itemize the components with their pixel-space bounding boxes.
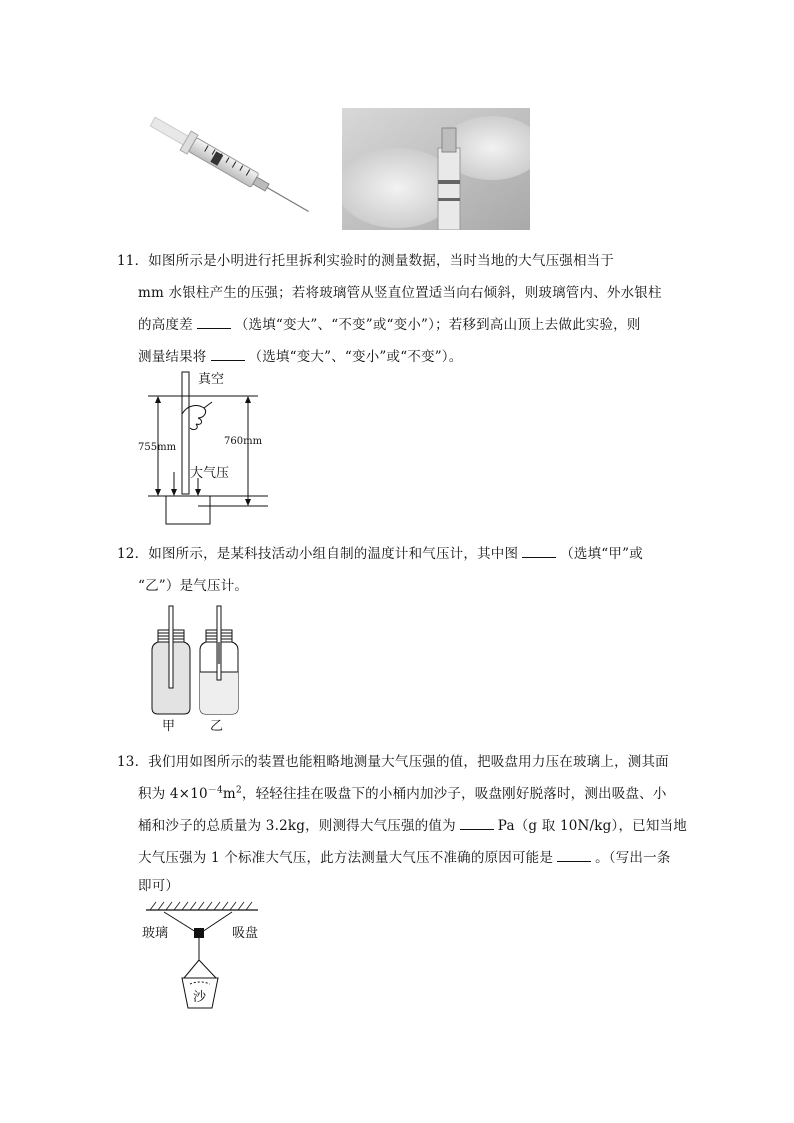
air-pressure-label: 大气压 [190, 466, 230, 481]
q13-line1: 13．我们用如图所示的装置也能粗略地测量大气压强的值，把吸盘用力压在玻璃上，测其面 [117, 754, 669, 770]
q13-line4 [138, 846, 671, 866]
q13-line4-start: 大气压强为 1 个标准大气压，此方法测量大气压不准确的原因可能是 [138, 850, 554, 866]
q13-blank-reason[interactable] [557, 849, 591, 862]
q11-blank-height-diff[interactable] [197, 316, 231, 329]
q11-line1: 11．如图所示是小明进行托里拆利实验时的测量数据，当时当地的大气压强相当于 [117, 253, 615, 269]
label-jia: 甲 [162, 719, 176, 734]
label-yi: 乙 [210, 719, 224, 734]
q13-line2-unit: m [222, 786, 236, 802]
q11-line3 [138, 313, 641, 333]
bottles-figure [140, 602, 250, 734]
q12-line1-end: （选填“甲”或 [560, 546, 643, 562]
torricelli-figure [138, 366, 278, 530]
q11-line3-end: （选填“变大”、“不变”或“变小”）；若移到高山顶上去做此实验，则 [234, 317, 641, 333]
suction-cup-label: 吸盘 [232, 926, 259, 941]
left-height-label: 755mm [138, 442, 177, 453]
q13-line2-a: 积为 4×10 [138, 786, 208, 802]
q13-exponent: －4 [207, 785, 223, 796]
q12-blank-barometer[interactable] [522, 545, 556, 558]
q11-line4 [138, 345, 462, 365]
glass-label: 玻璃 [142, 926, 169, 941]
q11-line4-start: 测量结果将 [138, 349, 207, 365]
suction-cup-figure [140, 898, 262, 1018]
q11-blank-result[interactable] [211, 348, 245, 361]
q12-line1-start: 12．如图所示，是某科技活动小组自制的温度计和气压计，其中图 [117, 546, 519, 562]
q11-line4-end: （选填“变大”、“变小”或“不变”）。 [248, 349, 463, 365]
right-height-label: 760mm [224, 436, 263, 447]
q12-line2: “乙”）是气压计。 [138, 578, 249, 594]
q11-line3-start: 的高度差 [138, 317, 193, 333]
q13-line2-c: ，轻轻往挂在吸盘下的小桶内加沙子，吸盘刚好脱落时，测出吸盘、小 [241, 786, 667, 802]
q13-line2 [138, 782, 667, 802]
q13-line3 [138, 814, 687, 834]
q13-line3-end: Pa（g 取 10N/kg），已知当地 [497, 818, 687, 834]
q13-line3-start: 桶和沙子的总质量为 3.2kg，则测得大气压强的值为 [138, 818, 456, 834]
hands-photo [342, 108, 530, 230]
syringe-photo [140, 110, 316, 228]
q11-line2: mm 水银柱产生的压强；若将玻璃管从竖直位置适当向右倾斜，则玻璃管内、外水银柱 [138, 285, 662, 301]
sand-label: 沙 [193, 990, 207, 1005]
vacuum-label: 真空 [198, 372, 225, 387]
q13-line4-end: 。（写出一条 [595, 850, 671, 866]
q12-line1 [117, 542, 643, 562]
q13-line5: 即可） [138, 878, 180, 894]
q13-unit-exponent: 2 [235, 785, 242, 796]
q13-blank-pressure[interactable] [460, 817, 494, 830]
